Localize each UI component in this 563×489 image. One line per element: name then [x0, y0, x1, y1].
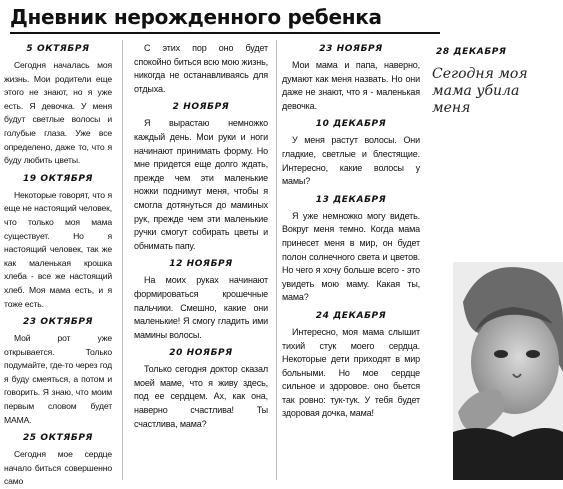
entry-date: 25 ОКТЯБРЯ	[22, 433, 94, 444]
column-divider	[276, 40, 277, 480]
entry-text: Я вырастаю немножко каждый день. Мои руки и ноги начинают принимать форму. Но мне придется еще долго ждать, прежде чем эти маленькие ножки поднимут меня, чтобы я смогла дотянуться до маминых рук, прежде чем эти маленькие ручки смогут собирать цветы и обнимать папу.	[134, 118, 268, 251]
diary-entry	[4, 433, 112, 489]
diary-entry	[4, 44, 112, 168]
entry-date: 19 ОКТЯБРЯ	[22, 173, 94, 184]
child-photo	[453, 262, 563, 480]
entry-text: Некоторые говорят, что я еще не настоящий человек, что только моя мама существует. Но я настоящий человек, так же как маленькая крошка хлеба - все же настоящий хлеб. Моя мама есть, и я тоже есть.	[4, 189, 112, 309]
entry-text: На моих руках начинают формироваться крошечные пальчики. Смешно, какие они маленькие! Я смогу гладить ими мамины волосы.	[134, 275, 268, 340]
entry-date: 23 НОЯБРЯ	[319, 44, 383, 54]
entry-text: Я уже немножко могу видеть. Вокруг меня темно. Когда мама принесет меня в мир, он будет полон солнечного света и цветов. Но чего я хочу больше всего - это увидеть мою маму. Какая ты, мама?	[282, 210, 420, 303]
diary-entry	[134, 102, 268, 253]
child-photo-image	[453, 262, 563, 480]
entry-date: 13 ДЕКАБРЯ	[315, 194, 387, 205]
diary-entry	[282, 195, 420, 305]
entry-date: 2 НОЯБРЯ	[172, 102, 230, 113]
entry-text: Сегодня мое сердце начало биться совершенно само	[4, 449, 112, 487]
entry-text: Мои мама и папа, наверно, думают как меня назвать. Но они даже не знают, что я - маленькая девочка.	[282, 60, 420, 111]
entry-text: У меня растут волосы. Они гладкие, светлые и блестящие. Интересно, какие волосы у мамы?	[282, 135, 420, 187]
entry-text: Только сегодня доктор сказал моей маме, что я живу здесь, под ее сердцем. Ах, как она, наверно счастлива! Ты счастлива, мама?	[134, 364, 268, 429]
diary-entry	[4, 317, 112, 427]
diary-entry	[134, 348, 268, 431]
final-entry-text: Сегодня моя мама убила меня	[432, 66, 528, 116]
diary-column-1	[4, 40, 112, 487]
diary-entry	[4, 174, 112, 311]
entry-text: С этих пор оно будет спокойно биться всю мою жизнь, никогда не останавливаясь для отдыха.	[134, 43, 268, 94]
diary-entry	[282, 119, 420, 188]
diary-entry	[134, 42, 268, 96]
entry-text: Мой рот уже открывается. Только подумайте, где-то через год я буду смеяться, а потом и говорить. Я знаю, что моим первым словом будет МАМА.	[4, 333, 112, 425]
diary-entry	[134, 259, 268, 342]
page-title: Дневник нерожденного ребенка	[10, 4, 440, 34]
diary-entry	[282, 44, 420, 113]
entry-date: 5 ОКТЯБРЯ	[26, 44, 90, 54]
diary-column-2	[134, 40, 268, 480]
diary-column-3	[282, 40, 420, 480]
column-divider	[122, 40, 123, 480]
entry-text: Сегодня началась моя жизнь. Мои родители еще этого не знают, но я уже есть. Я девочка. У меня будут светлые волосы и голубые глаза. Уже все определено, даже то, что я буду любить цветы.	[4, 60, 112, 166]
entry-date: 20 НОЯБРЯ	[169, 348, 233, 359]
entry-text: Интересно, моя мама слышит тихий стук моего сердца. Некоторые дети приходят в мир больными. Но мое сердце сильное и здоровое. оно бьется так ровно: тук-тук. У тебя будет здоровая дочка, мама!	[282, 326, 420, 419]
entry-date: 12 НОЯБРЯ	[169, 259, 233, 270]
diary-entry	[282, 311, 420, 421]
entry-date: 24 ДЕКАБРЯ	[315, 310, 387, 321]
entry-date: 23 ОКТЯБРЯ	[22, 317, 94, 328]
entry-date: 10 ДЕКАБРЯ	[315, 119, 387, 130]
final-entry-date: 28 ДЕКАБРЯ	[436, 47, 507, 57]
